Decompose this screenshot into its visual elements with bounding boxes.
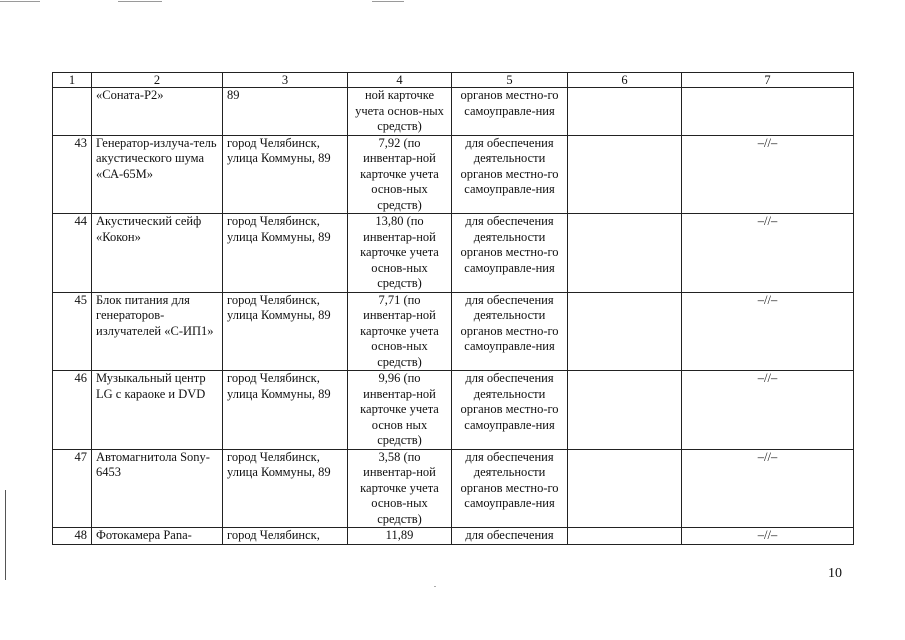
- table-row: [53, 528, 854, 545]
- item-name: Музыкальный центр LG с караоке и DVD: [92, 371, 223, 450]
- column-number-row: [53, 73, 854, 88]
- item-purpose: для обеспечения деятельности органов местно-го самоуправле-ния: [452, 214, 568, 293]
- page-number: 10: [828, 566, 842, 581]
- item-name: Акустический сейф «Кокон»: [92, 214, 223, 293]
- item-col7: –//–: [682, 528, 854, 545]
- item-col6: [568, 214, 682, 293]
- column-number: 4: [348, 73, 452, 88]
- item-col7: –//–: [682, 292, 854, 371]
- property-table: [52, 72, 854, 545]
- row-number: 45: [53, 292, 92, 371]
- item-name: «Соната-Р2»: [92, 88, 223, 136]
- row-number: 48: [53, 528, 92, 545]
- item-value: 13,80 (по инвентар-ной карточке учета основ-ных средств): [348, 214, 452, 293]
- item-col7: [682, 88, 854, 136]
- item-name: Фотокамера Pana-: [92, 528, 223, 545]
- column-number: 1: [53, 73, 92, 88]
- item-purpose: для обеспечения деятельности органов местно-го самоуправле-ния: [452, 371, 568, 450]
- scan-artifact-line: [372, 1, 404, 2]
- table-row: [53, 88, 854, 136]
- row-number: 46: [53, 371, 92, 450]
- row-number: 44: [53, 214, 92, 293]
- item-col6: [568, 135, 682, 214]
- item-name: Блок питания для генераторов-излучателей «С-ИП1»: [92, 292, 223, 371]
- item-address: город Челябинск, улица Коммуны, 89: [223, 449, 348, 528]
- item-value: 9,96 (по инвентар-ной карточке учета основ ных средств): [348, 371, 452, 450]
- item-col6: [568, 449, 682, 528]
- column-number: 6: [568, 73, 682, 88]
- item-address: город Челябинск,: [223, 528, 348, 545]
- table-row: [53, 135, 854, 214]
- column-number: 7: [682, 73, 854, 88]
- item-name: Автомагнитола Sony-6453: [92, 449, 223, 528]
- item-col6: [568, 292, 682, 371]
- item-purpose: для обеспечения деятельности органов местно-го самоуправле-ния: [452, 292, 568, 371]
- column-number: 5: [452, 73, 568, 88]
- table-row: [53, 292, 854, 371]
- item-purpose: органов местно-го самоуправле-ния: [452, 88, 568, 136]
- scan-speck: [434, 586, 436, 587]
- item-col6: [568, 88, 682, 136]
- item-address: 89: [223, 88, 348, 136]
- item-value: ной карточке учета основ-ных средств): [348, 88, 452, 136]
- table-row: [53, 371, 854, 450]
- item-name: Генератор-излуча-тель акустического шума «СА-65М»: [92, 135, 223, 214]
- item-value: 7,92 (по инвентар-ной карточке учета основ-ных средств): [348, 135, 452, 214]
- item-value: 7,71 (по инвентар-ной карточке учета основ-ных средств): [348, 292, 452, 371]
- item-col7: –//–: [682, 135, 854, 214]
- column-number: 3: [223, 73, 348, 88]
- item-address: город Челябинск, улица Коммуны, 89: [223, 135, 348, 214]
- item-col7: –//–: [682, 449, 854, 528]
- item-col6: [568, 371, 682, 450]
- row-number: 43: [53, 135, 92, 214]
- item-address: город Челябинск, улица Коммуны, 89: [223, 292, 348, 371]
- item-address: город Челябинск, улица Коммуны, 89: [223, 371, 348, 450]
- table-row: [53, 214, 854, 293]
- table-row: [53, 449, 854, 528]
- item-value: 11,89: [348, 528, 452, 545]
- scan-artifact-line: [118, 1, 162, 2]
- item-purpose: для обеспечения деятельности органов местно-го самоуправле-ния: [452, 135, 568, 214]
- item-value: 3,58 (по инвентар-ной карточке учета основ-ных средств): [348, 449, 452, 528]
- item-address: город Челябинск, улица Коммуны, 89: [223, 214, 348, 293]
- column-number: 2: [92, 73, 223, 88]
- item-purpose: для обеспечения: [452, 528, 568, 545]
- item-col6: [568, 528, 682, 545]
- row-number: 47: [53, 449, 92, 528]
- scan-edge-line: [5, 490, 6, 580]
- item-col7: –//–: [682, 214, 854, 293]
- scan-artifact-line: [0, 1, 40, 2]
- row-number: [53, 88, 92, 136]
- item-purpose: для обеспечения деятельности органов местно-го самоуправле-ния: [452, 449, 568, 528]
- item-col7: –//–: [682, 371, 854, 450]
